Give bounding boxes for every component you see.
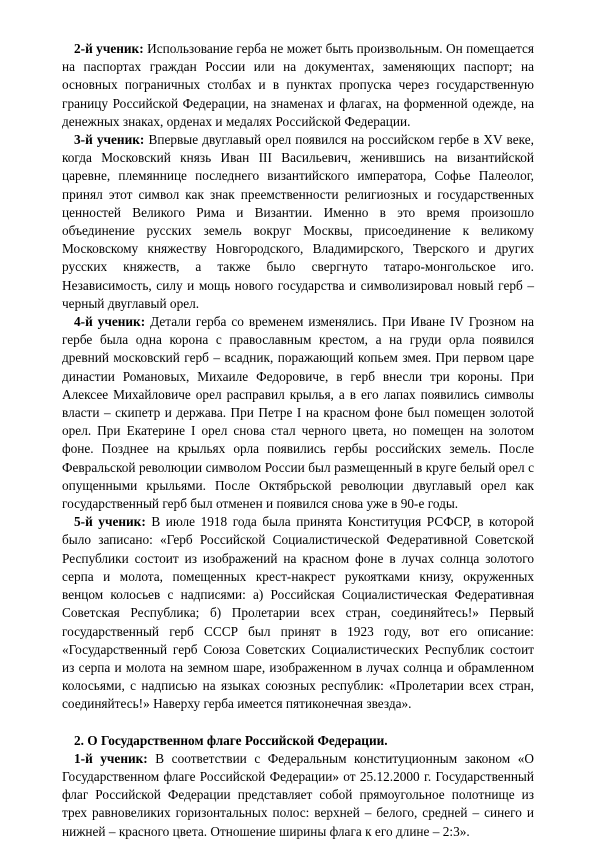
paragraph-text: Использование герба не может быть произвольным. Он помещается на паспортах граждан России или на документах, заменяющих паспорт; на основных пограничных столбах и в пунктах пропуска через государственную границу Российской Федерации, на знаменах и флагах, на форменной одежде, на денежных знаках, орденах и медалях Российской Федерации. bbox=[62, 41, 535, 129]
speaker-label: 1-й ученик: bbox=[74, 750, 148, 766]
document-page bbox=[62, 40, 534, 841]
paragraph-student-2 bbox=[62, 40, 534, 131]
paragraph-text: Впервые двуглавый орел появился на российском гербе в XV веке, когда Московский князь Иван III Васильевич, женившись на византийской царевне, племяннице последнего византийского императора, Софье Палеолог, принял этот символ как знак преемственности религиозных и государственных ценностей Великого Рима и Византии. Именно в это время произошло объединение русских земель вокруг Москвы, присоединение к великому Московскому княжеству Новгородского, Владимирского, Тверского и других русских княжеств, а также было свергнуто татаро-монгольское иго. Независимость, силу и мощь нового государства и символизировал новый герб – черный двуглавый орел. bbox=[62, 132, 534, 311]
paragraph-student-5 bbox=[62, 513, 534, 713]
section-heading: 2. О Государственном флаге Российской Федерации. bbox=[74, 732, 388, 748]
speaker-label: 2-й ученик: bbox=[74, 41, 144, 56]
speaker-label: 4-й ученик: bbox=[74, 314, 146, 330]
speaker-label: 5-й ученик: bbox=[74, 514, 146, 530]
spacer bbox=[62, 714, 534, 732]
paragraph-student-3 bbox=[62, 131, 534, 313]
paragraph-student-1 bbox=[62, 750, 534, 841]
paragraph-text: Детали герба со временем изменялись. При Иване IV Грозном на гербе была одна корона с православным крестом, а на груди орла появился древний московский герб – всадник, поражающий копьем змея. При первом царе династии Романовых, Михаиле Федоровиче, в герб внесли три короны. При Алексее Михайловиче орел расправил крылья, а в его лапах появились символы власти – скипетр и держава. При Петре I на красном фоне был помещен золотой орел. При Екатерине I орел снова стал черного цвета, но помещен на золотом фоне. Позднее на крыльях орла появились гербы российских земель. После Февральской революции символом России был размещенный в круге белый орел с опущенными крыльями. После Октябрьской революции двуглавый орел как государственный герб был отменен и появился снова уже в 90-е годы. bbox=[62, 314, 535, 512]
speaker-label: 3-й ученик: bbox=[74, 132, 145, 148]
paragraph-student-4 bbox=[62, 313, 534, 513]
paragraph-text: В соответствии с Федеральным конституционным законом «О Государственном флаге Российской Федерации» от 25.12.2000 г. Государственный флаг Российской Федерации представляет собой прямоугольное полотнище из трех равновеликих горизонтальных полос: верхней – белого, средней – синего и нижней – красного цвета. Отношение ширины флага к его длине – 2:3». bbox=[62, 750, 534, 839]
paragraph-text: В июле 1918 года была принята Конституция РСФСР, в которой было записано: «Герб Российской Социалистической Федеративной Советской Республики состоит из изображений на красном фоне в лучах солнца золотого серпа и молота, помещенных крест-накрест рукоятками книзу, окруженных венцом колосьев с надписями: а) Российская Социалистическая Федеративная Советская Республика; б) Пролетарии всех стран, соединяйтесь!» Первый государственный герб СССР был принят в 1923 году, вот его описание: «Государственный герб Союза Советских Социалистических Республик состоит из серпа и молота на земном шаре, изображенном в лучах солнца и обрамленном колосьями, с надписью на языках союзных республик: «Пролетарии всех стран, соединяйтесь!» Наверху герба имеется пятиконечная звезда». bbox=[62, 514, 534, 712]
